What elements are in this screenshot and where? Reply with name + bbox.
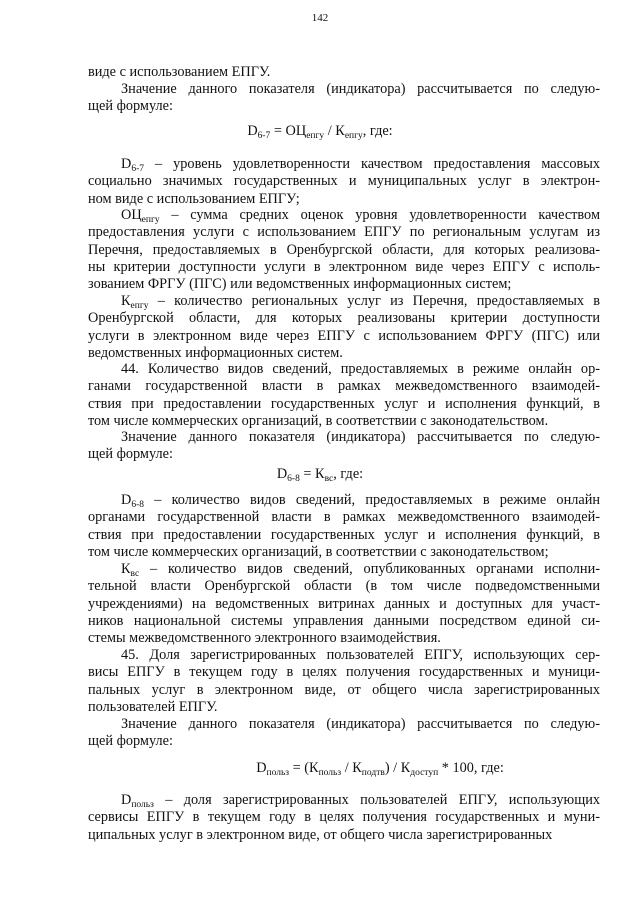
text-line: ципальных услуг в электронном виде, от общего числа зарегистрированных [88,826,553,843]
paragraph [88,156,600,208]
paragraph [88,361,600,430]
text-line: $ОЦ_{епгу}$ – сумма средних оценок уровня удовлетворенности качеством [121,207,600,225]
text-line: том числе коммерческих организаций, в соответствии с законодательством; [88,543,549,560]
text-line: зованием ФРГУ (ПГС) или ведомственных информационных систем; [88,276,512,293]
text-line: том числе коммерческих организаций, в соответствии с законодательством. [88,412,549,429]
text-line: услуги в электронном виде через ЕПГУ с использованием ФРГУ (ПГС) или [88,327,600,344]
text-line: Значение данного показателя (индикатора) рассчитывается по следую- [121,81,600,97]
text-line: $D_{6-7}$ – уровень удовлетворенности качеством предоставления массовых [121,156,600,174]
text-line: стемы межведомственного электронного взаимодействия. [88,630,441,647]
paragraph [88,81,600,116]
paragraph [88,429,600,464]
text-line: ствия при предоставлении государственных услуг и исполнения функций, в [88,395,600,412]
text-line: Значение данного показателя (индикатора) рассчитывается по следую- [121,429,600,445]
text-line: виде с использованием ЕПГУ. [88,64,271,80]
text-line: $D_{польз}$ – доля зарегистрированных пользователей ЕПГУ, использующих [121,792,600,810]
text-line: пользователей ЕПГУ. [88,698,218,715]
text-line: щей формуле: [88,98,173,115]
formula: $D_{польз} = (К_{польз} / К_{подтв}) / К_{доступ} * 100$, где: [256,760,504,778]
text-line: ствия при предоставлении государственных услуг и исполнения функций, в [88,526,600,543]
text-line: ведомственных информационных систем. [88,344,343,361]
text-line: Оренбургской области, для которых реализованы критерии доступности [88,310,600,327]
text-line: тельной власти Оренбургской области (в том числе подведомственными [88,578,600,595]
text-line: ном виде с использованием ЕПГУ; [88,190,300,207]
text-line: 45. Доля зарегистрированных пользователей ЕПГУ, использующих сер- [121,647,600,663]
paragraph [88,492,600,561]
paragraph [88,293,600,362]
text-line: ганами государственной власти в рамках межведомственного взаимодей- [88,378,600,395]
text-line: $К_{епгу}$ – количество региональных услуг из Перечня, предоставляемых в [121,293,600,311]
text-line: ны критерии доступности услуги в электронном виде через ЕПГУ с исполь- [88,258,600,275]
paragraph [88,647,600,716]
text-line: учреждениями) на ведомственных витринах данных и доступных для участ- [88,595,600,612]
formula: $D_{6-8} = К_{вс}$, где: [276,466,364,484]
text-line: социально значимых государственных и муниципальных услуг в электрон- [88,173,600,190]
text-line: $К_{вс}$ – количество видов сведений, опубликованных органами исполни- [121,561,600,579]
page-number: 142 [311,12,329,24]
paragraph [88,64,600,81]
paragraph [88,792,600,844]
text-line: 44. Количество видов сведений, предоставляемых в режиме онлайн ор- [121,361,600,377]
text-line: органами государственной власти в рамках межведомственного взаимодей- [88,509,600,526]
text-line: сервисы ЕПГУ в текущем году в целях получения государственных и муни- [88,809,600,826]
text-line: ников национальной системы управления данными посредством единой си- [88,612,600,629]
text-line: Перечня, предоставляемых в Оренбургской области, для которых реализова- [88,241,600,258]
text-line: висы ЕПГУ в текущем году в целях получения государственных и муници- [88,664,600,681]
text-line: пальных услуг в электронном виде, от общего числа зарегистрированных [88,681,600,698]
paragraph [88,716,600,751]
paragraph [88,561,600,647]
text-line: предоставления услуги с использованием ЕПГУ по региональным услугам из [88,224,600,241]
text-line: Значение данного показателя (индикатора) рассчитывается по следую- [121,716,600,732]
text-line: $D_{6-8}$ – количество видов сведений, предоставляемых в режиме онлайн [121,492,600,510]
text-line: щей формуле: [88,446,173,463]
paragraph [88,207,600,293]
formula: $D_{6-7} = ОЦ_{епгу} / К_{епгу}$, где: [247,123,393,141]
text-line: щей формуле: [88,733,173,750]
